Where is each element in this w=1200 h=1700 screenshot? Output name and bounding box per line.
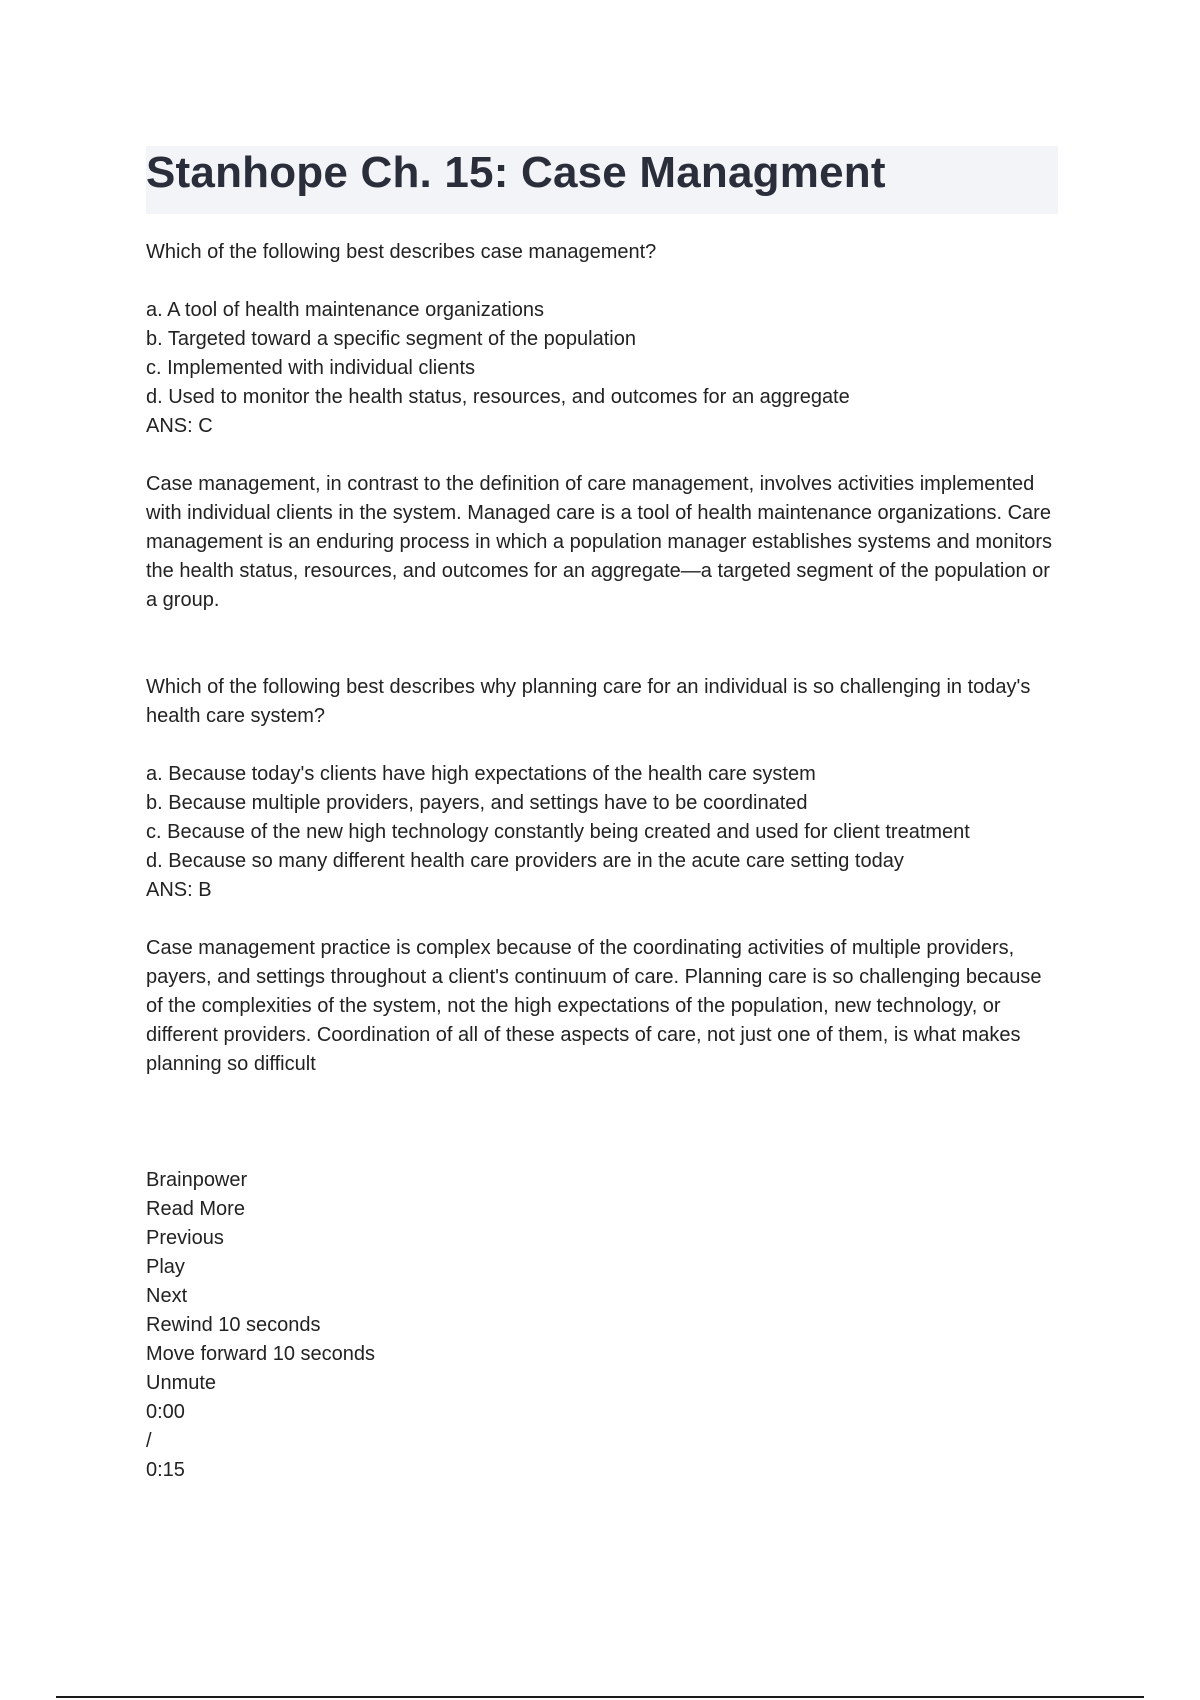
unmute-button[interactable]: Unmute xyxy=(146,1372,217,1394)
page-bottom-divider xyxy=(56,1696,1144,1698)
rationale-text: Case management, in contrast to the definition of care management, involves activities implemented with individual clients in the system. Managed care is a tool of health maintenance organizations. Care management is an enduring process in which a population manager establishes systems and monitors the health status, resources, and outcomes for an aggregate—a targeted segment of the population or a group. xyxy=(146,473,1053,611)
media-player xyxy=(146,1166,1058,1485)
next-button[interactable]: Next xyxy=(146,1285,188,1307)
answer-option: c. Implemented with individual clients xyxy=(146,357,476,379)
page-title: Stanhope Ch. 15: Case Managment xyxy=(146,148,886,197)
answer-option: d. Because so many different health care providers are in the acute care setting today xyxy=(146,850,904,872)
answer-option: b. Because multiple providers, payers, and settings have to be coordinated xyxy=(146,792,808,814)
play-button[interactable]: Play xyxy=(146,1256,185,1278)
question-block xyxy=(146,673,1058,1079)
forward-button[interactable]: Move forward 10 seconds xyxy=(146,1343,376,1365)
question-block xyxy=(146,238,1058,615)
time-separator: / xyxy=(146,1430,152,1452)
question-text: Which of the following best describes why planning care for an individual is so challenging in today's health care system? xyxy=(146,676,1031,727)
current-time: 0:00 xyxy=(146,1401,185,1423)
document-body xyxy=(146,238,1058,1485)
player-brand: Brainpower xyxy=(146,1169,248,1191)
previous-button[interactable]: Previous xyxy=(146,1227,224,1249)
question-text: Which of the following best describes case management? xyxy=(146,241,657,263)
answer-option: c. Because of the new high technology constantly being created and used for client treatment xyxy=(146,821,970,843)
answer-key: ANS: C xyxy=(146,415,213,437)
answer-option: a. A tool of health maintenance organizations xyxy=(146,299,545,321)
answer-option: a. Because today's clients have high expectations of the health care system xyxy=(146,763,816,785)
answer-option: d. Used to monitor the health status, resources, and outcomes for an aggregate xyxy=(146,386,850,408)
read-more-link[interactable]: Read More xyxy=(146,1198,245,1220)
answer-key: ANS: B xyxy=(146,879,212,901)
rationale-text: Case management practice is complex because of the coordinating activities of multiple providers, payers, and settings throughout a client's continuum of care. Planning care is so challenging because of the complexities of the system, not the high expectations of the population, new technology, or different providers. Coordination of all of these aspects of care, not just one of them, is what makes planning so difficult xyxy=(146,937,1042,1075)
answer-option: b. Targeted toward a specific segment of the population xyxy=(146,328,636,350)
rewind-button[interactable]: Rewind 10 seconds xyxy=(146,1314,321,1336)
duration: 0:15 xyxy=(146,1459,185,1481)
